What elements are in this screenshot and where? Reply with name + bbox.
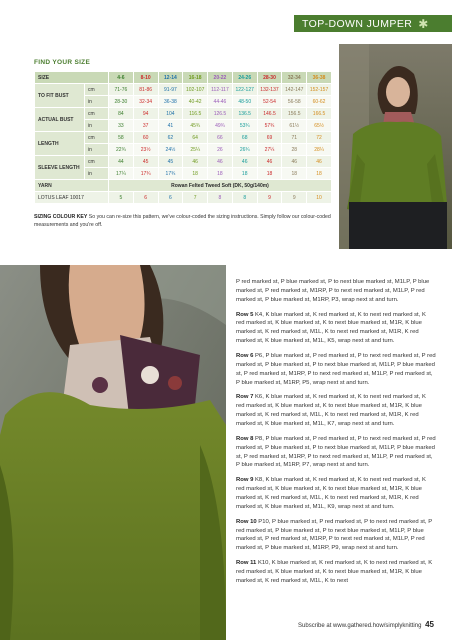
page-footer (298, 620, 434, 629)
table-cell: 81-86 (133, 84, 158, 96)
table-cell: 65½ (307, 120, 332, 132)
instruction-row (236, 352, 436, 387)
table-cell: 46 (307, 156, 332, 168)
table-cell: 6 (133, 192, 158, 204)
table-cell: 71 (282, 132, 307, 144)
table-cell: 116.5 (183, 108, 208, 120)
table-cell: 57¾ (257, 120, 282, 132)
table-cell: 17¼ (109, 168, 134, 180)
table-cell: 91-97 (158, 84, 183, 96)
instruction-intro: P red marked st, P blue marked st, P to next blue marked st, M1LP, P blue marked st, P red marked st, M1RP, P to next red marked st, M1LP, P red marked st, P blue marked st, M1RP, P3, wrap next st and turn. (236, 279, 430, 303)
model-photo-small (339, 44, 452, 249)
unit-label: cm (85, 108, 109, 120)
row-label: Row 7 (236, 394, 254, 401)
table-cell: 46 (282, 156, 307, 168)
row-text: P10, P blue marked st, P red marked st, P to next red marked st, P red marked st, P blue marked st, P to next blue marked st, M1LP, P blue marked st, P red marked st, M1RP, P to next red marked st, M1LP, P red marked st, P blue marked st, M1RP, P9, wrap next st and turn. (236, 518, 433, 552)
key-title: SIZING COLOUR KEY (34, 214, 88, 220)
size-label: SIZE (35, 72, 109, 84)
table-cell: 48-50 (232, 96, 257, 108)
table-cell: 10 (307, 192, 332, 204)
table-cell: 25¼ (183, 144, 208, 156)
table-cell: 26¾ (232, 144, 257, 156)
row-label: Row 6 (236, 353, 254, 360)
yarn-row (35, 180, 332, 192)
table-cell: 41 (158, 120, 183, 132)
row-label: Row 5 (236, 311, 254, 318)
table-cell: 18 (183, 168, 208, 180)
row-label: Row 10 (236, 518, 257, 525)
size-col: 12-14 (158, 72, 183, 84)
table-cell: 18 (257, 168, 282, 180)
unit-label: in (85, 120, 109, 132)
row-label: SLEEVE LENGTH (35, 156, 85, 180)
instruction-row (236, 393, 436, 428)
table-cell: 45 (133, 156, 158, 168)
size-col: 24-26 (232, 72, 257, 84)
yarn-label: YARN (35, 180, 109, 192)
table-row (35, 156, 332, 168)
table-cell: 46 (183, 156, 208, 168)
table-cell: 53¾ (232, 120, 257, 132)
table-row (35, 108, 332, 120)
table-cell: 56-58 (282, 96, 307, 108)
table-cell: 64 (183, 132, 208, 144)
size-col: 28-30 (257, 72, 282, 84)
table-cell: 23½ (133, 144, 158, 156)
table-cell: 126.5 (208, 108, 233, 120)
size-col: 8-10 (133, 72, 158, 84)
row-text: P8, P blue marked st, P red marked st, P to next red marked st, P red marked st, P blue marked st, P to next blue marked st, M1LP, P blue marked st, P red marked st, M1RP, P to next red marked st, M1LP, P red marked st, P blue marked st, M1RP, P7, wrap next st and turn. (236, 435, 436, 469)
table-cell: 45¾ (183, 120, 208, 132)
unit-label: cm (85, 156, 109, 168)
asterisk-icon: ✱ (418, 16, 429, 31)
table-cell: 61½ (282, 120, 307, 132)
table-cell: 49¾ (208, 120, 233, 132)
pattern-title: TOP-DOWN JUMPER (302, 17, 413, 30)
table-cell: 44 (109, 156, 134, 168)
table-cell: 28¼ (307, 144, 332, 156)
table-cell: 112-117 (208, 84, 233, 96)
instruction-row (236, 518, 436, 553)
pattern-instructions (236, 278, 436, 592)
table-cell: 28-30 (109, 96, 134, 108)
table-cell: 40-42 (183, 96, 208, 108)
pattern-title-tag (294, 15, 452, 32)
unit-label: cm (85, 84, 109, 96)
table-cell: 18 (208, 168, 233, 180)
subscribe-link[interactable]: Subscribe at www.gathered.how/simplyknitting (298, 623, 422, 629)
size-table (34, 71, 332, 204)
table-cell: 60 (133, 132, 158, 144)
table-cell: 166.5 (307, 108, 332, 120)
unit-label: in (85, 96, 109, 108)
size-header-row (35, 72, 332, 84)
table-cell: 102-107 (183, 84, 208, 96)
table-cell: 66 (208, 132, 233, 144)
table-cell: 9 (282, 192, 307, 204)
page-number: 45 (425, 620, 434, 629)
row-label: LENGTH (35, 132, 85, 156)
key-text: So you can re-size this pattern, we've colour-coded the sizing instructions. Simply follow our colour-coded measurements and you're off. (34, 214, 331, 228)
sizing-colour-key (34, 214, 334, 229)
table-cell: 45 (158, 156, 183, 168)
row-text: K6, K blue marked st, K red marked st, K to next red marked st, K red marked st, K blue marked st, K to next blue marked st, M1R, K blue marked st, K red marked st, M1L, K to next red marked st, M1R, K red marked st, K blue marked st, M1L, K7, wrap next st and turn. (236, 394, 426, 428)
table-row (35, 132, 332, 144)
row-text: P6, P blue marked st, P red marked st, P to next red marked st, P red marked st, P blue marked st, P to next blue marked st, M1LP, P blue marked st, P red marked st, M1RP, P to next red marked st, M1LP, P red marked st, P blue marked st, M1RP, P5, wrap next st and turn. (236, 353, 436, 386)
table-cell: 52-54 (257, 96, 282, 108)
table-cell: 156.5 (282, 108, 307, 120)
table-cell: 6 (158, 192, 183, 204)
table-cell: 18 (307, 168, 332, 180)
table-cell: 32-34 (133, 96, 158, 108)
size-col: 36-38 (307, 72, 332, 84)
table-cell: 18 (282, 168, 307, 180)
size-col: 4-6 (109, 72, 134, 84)
instruction-row (236, 476, 436, 511)
table-cell: 44-46 (208, 96, 233, 108)
unit-label: cm (85, 132, 109, 144)
row-text: K8, K blue marked st, K red marked st, K to next red marked st, K red marked st, K blue marked st, K to next blue marked st, M1R, K blue marked st, K red marked st, M1L, K to next red marked st, M1R, K red marked st, K blue marked st, M1L, K9, wrap next st and turn. (236, 477, 426, 510)
row-text: K10, K blue marked st, K red marked st, K to next red marked st, K red marked st, K blue marked st, K to next blue marked st, M1R, K blue marked st, K red marked st, M1L, K to next (236, 560, 433, 584)
unit-label: in (85, 168, 109, 180)
table-cell: 46 (257, 156, 282, 168)
size-col: 16-18 (183, 72, 208, 84)
table-cell: 28 (282, 144, 307, 156)
table-cell: 22¾ (109, 144, 134, 156)
table-row (35, 84, 332, 96)
table-cell: 68 (232, 132, 257, 144)
table-cell: 72 (307, 132, 332, 144)
table-cell: 84 (109, 108, 134, 120)
row-label: Row 9 (236, 477, 254, 484)
instruction-row (236, 311, 436, 346)
table-cell: 33 (109, 120, 134, 132)
table-cell: 60-62 (307, 96, 332, 108)
table-cell: 9 (257, 192, 282, 204)
table-cell: 94 (133, 108, 158, 120)
table-cell: 46 (232, 156, 257, 168)
instruction-row (236, 559, 436, 586)
table-cell: 132-137 (257, 84, 282, 96)
table-cell: 122-127 (232, 84, 257, 96)
table-row (35, 192, 332, 204)
table-cell: 17¾ (158, 168, 183, 180)
table-cell: 36-38 (158, 96, 183, 108)
table-cell: 7 (183, 192, 208, 204)
table-cell: 146.5 (257, 108, 282, 120)
shade-label: LOTUS LEAF 10017 (35, 192, 109, 204)
instruction-row (236, 435, 436, 470)
table-cell: 152-157 (307, 84, 332, 96)
table-cell: 24½ (158, 144, 183, 156)
row-label: TO FIT BUST (35, 84, 85, 108)
table-cell: 58 (109, 132, 134, 144)
table-cell: 18 (232, 168, 257, 180)
size-col: 20-22 (208, 72, 233, 84)
table-cell: 37 (133, 120, 158, 132)
table-cell: 104 (158, 108, 183, 120)
row-label: Row 11 (236, 560, 257, 567)
table-cell: 62 (158, 132, 183, 144)
model-photo-large (0, 265, 226, 640)
size-col: 32-34 (282, 72, 307, 84)
yarn-name: Rowan Felted Tweed Soft (DK, 50g/140m) (109, 180, 332, 192)
row-label: Row 8 (236, 435, 254, 442)
table-cell: 71-76 (109, 84, 134, 96)
table-cell: 27¼ (257, 144, 282, 156)
table-cell: 5 (109, 192, 134, 204)
table-cell: 26 (208, 144, 233, 156)
table-cell: 17¾ (133, 168, 158, 180)
table-cell: 69 (257, 132, 282, 144)
table-cell: 8 (208, 192, 233, 204)
table-cell: 136.5 (232, 108, 257, 120)
unit-label: in (85, 144, 109, 156)
table-cell: 8 (232, 192, 257, 204)
row-text: K4, K blue marked st, K red marked st, K to next red marked st, K red marked st, K blue marked st, K to next blue marked st, M1R, K blue marked st, K red marked st, M1L, K to next red marked st, M1R, K red marked st, K blue marked st, M1L, K5, wrap next st and turn. (236, 311, 426, 345)
size-section-heading: FIND YOUR SIZE (34, 59, 91, 66)
table-cell: 46 (208, 156, 233, 168)
row-label: ACTUAL BUST (35, 108, 85, 132)
table-cell: 142-147 (282, 84, 307, 96)
